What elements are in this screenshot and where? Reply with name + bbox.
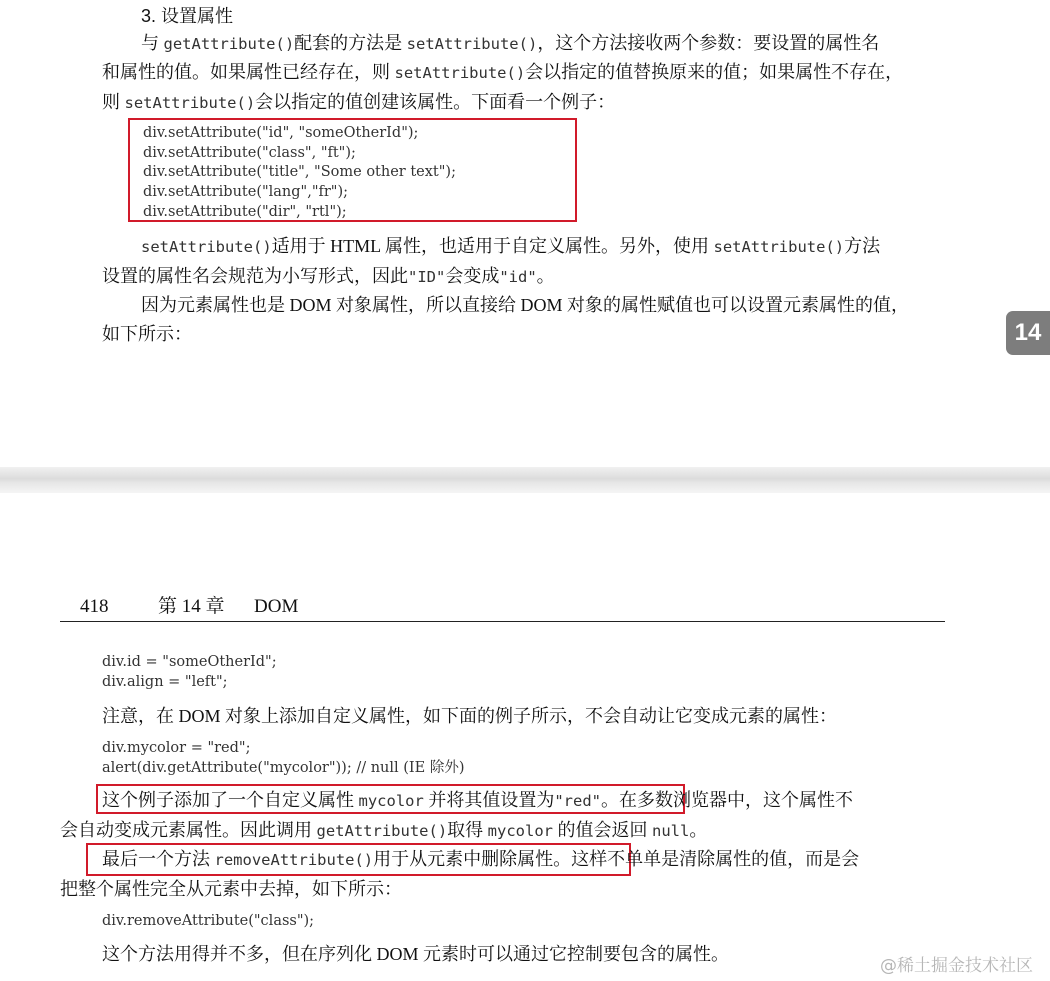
paragraph-line: 这个例子添加了一个自定义属性 mycolor 并将其值设置为"red"。在多数浏览器中，这个属性不 [102,790,853,810]
section-heading: 3. 设置属性 [141,6,234,26]
code-line: div.setAttribute("lang","fr"); [143,184,349,200]
chapter-label: 第 14 章 [158,596,225,617]
page-number: 418 [80,596,109,617]
inline-code: setAttribute() [713,238,845,256]
page-separator [0,467,1050,493]
inline-code: setAttribute() [394,64,526,82]
inline-code: removeAttribute() [214,851,374,869]
paragraph-line: 因为元素属性也是 DOM 对象属性，所以直接给 DOM 对象的属性赋值也可以设置元素属性的值， [141,295,910,315]
paragraph-line: 设置的属性名会规范为小写形式，因此"ID"会变成"id"。 [102,266,555,286]
chapter-title: DOM [254,596,299,617]
paragraph-line: 把整个属性完全从元素中去掉，如下所示： [60,879,402,899]
inline-code: setAttribute() [406,35,538,53]
code-line: div.setAttribute("class", "ft"); [143,145,356,161]
code-line: div.setAttribute("title", "Some other text"); [143,164,456,180]
header-rule [60,621,945,622]
paragraph-line: 则 setAttribute()会以指定的值创建该属性。下面看一个例子： [102,92,616,112]
code-line: div.id = "someOtherId"; [102,654,277,670]
code-line: div.align = "left"; [102,674,228,690]
inline-code: setAttribute() [124,94,256,112]
paragraph-line: 最后一个方法 removeAttribute()用于从元素中删除属性。这样不单单是清除属性的值，而是会 [102,849,860,869]
paragraph-line: 如下所示： [102,324,192,344]
inline-code: "ID" [408,268,446,286]
code-line: alert(div.getAttribute("mycolor")); // null (IE 除外) [102,760,465,776]
paragraph-line: 注意，在 DOM 对象上添加自定义属性，如下面的例子所示，不会自动让它变成元素的属性： [102,706,837,726]
inline-code: getAttribute() [316,822,448,840]
inline-code: setAttribute() [141,238,272,256]
code-line: div.setAttribute("dir", "rtl"); [143,204,347,220]
paragraph-line: 和属性的值。如果属性已经存在，则 setAttribute()会以指定的值替换原来的值；如果属性不存在， [102,62,904,82]
code-line: div.setAttribute("id", "someOtherId"); [143,125,419,141]
code-line: div.mycolor = "red"; [102,740,251,756]
watermark: @稀土掘金技术社区 [880,956,1033,976]
chapter-tab: 14 [1006,311,1050,355]
inline-code: mycolor [358,792,424,810]
paragraph-line: 会自动变成元素属性。因此调用 getAttribute()取得 mycolor 的值会返回 null。 [60,820,708,840]
inline-code: null [651,822,690,840]
paragraph-line: setAttribute()适用于 HTML 属性，也适用于自定义属性。另外，使用 setAttribute()方法 [141,236,881,256]
inline-code: getAttribute() [163,35,295,53]
paragraph-line: 这个方法用得并不多，但在序列化 DOM 元素时可以通过它控制要包含的属性。 [102,944,729,964]
inline-code: "red" [554,792,601,810]
code-line: div.removeAttribute("class"); [102,913,315,929]
paragraph-line: 与 getAttribute()配套的方法是 setAttribute()，这个方法接收两个参数：要设置的属性名 [141,33,880,53]
inline-code: mycolor [487,822,553,840]
inline-code: "id" [499,268,537,286]
